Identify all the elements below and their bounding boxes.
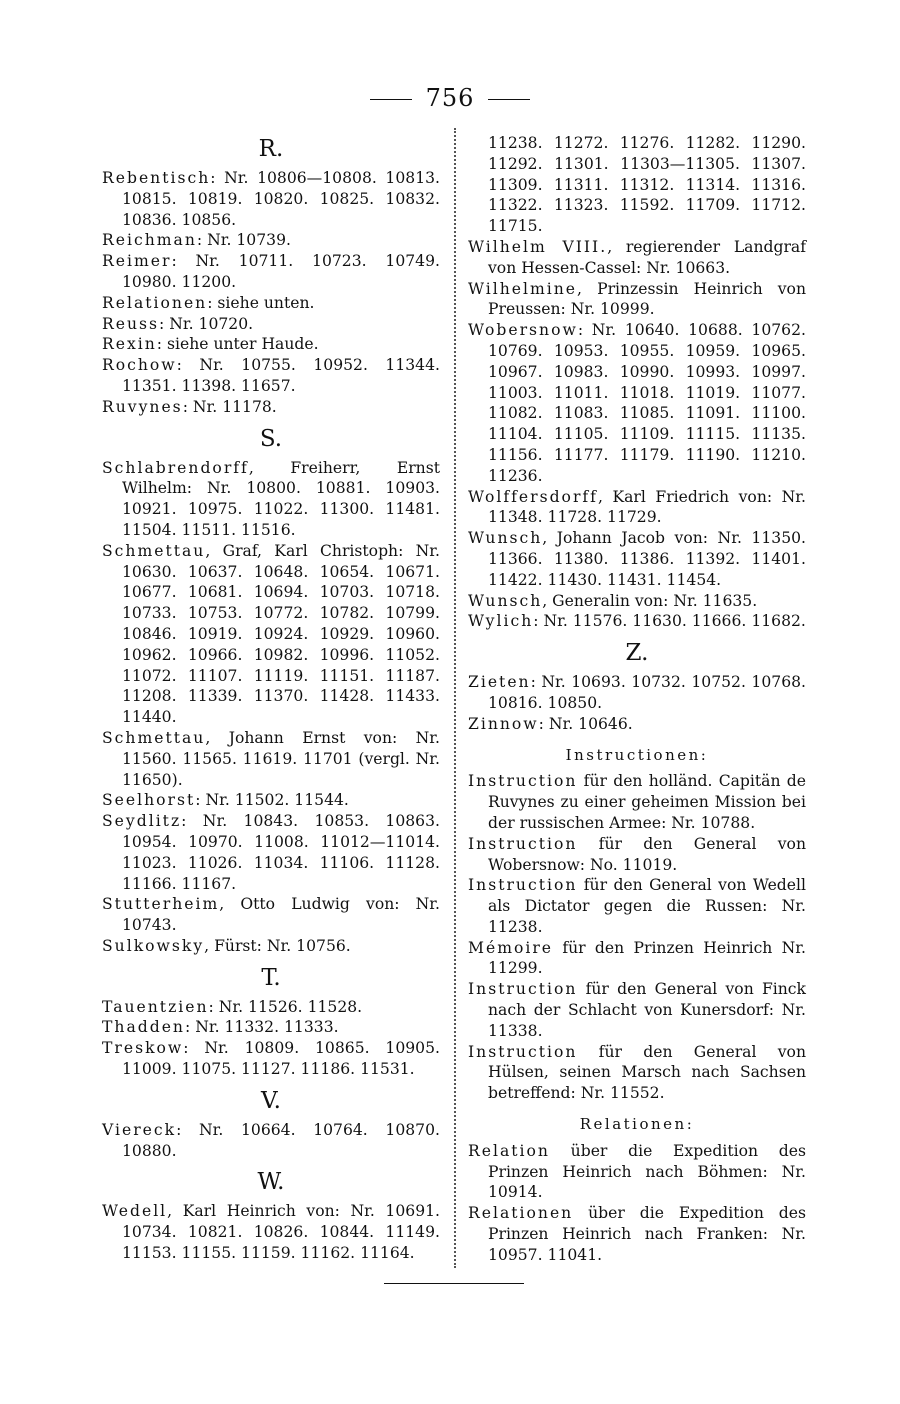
index-entry: [102, 790, 440, 811]
entry-references: : Nr. 11526. 11528.: [208, 997, 363, 1016]
letter-heading-z: Z.: [625, 640, 649, 667]
entry-name: Viereck: [102, 1120, 177, 1139]
entry-references: für den General von Hülsen, seinen Marsch nach Sachsen betreffend: Nr. 11552.: [488, 1042, 806, 1103]
left-column: [102, 128, 440, 1264]
relationen-list: [468, 1141, 806, 1266]
letter-heading: V.: [261, 1087, 281, 1114]
entry-name: Instruction: [468, 834, 578, 853]
entry-name: Reichman: [102, 231, 197, 250]
entry-references: , Generalin von: Nr. 11635.: [542, 591, 758, 610]
index-entry: [468, 1141, 806, 1203]
header-rule-left: [370, 99, 412, 100]
entry-name: Schlabrendorff: [102, 458, 249, 477]
entry-name: Stutterheim: [102, 895, 220, 914]
index-entry: [102, 1038, 440, 1080]
entry-name: Instruction: [468, 876, 578, 895]
entry-name: Instruction: [468, 980, 578, 999]
entry-references: : Nr. 10664. 10764. 10870. 10880.: [122, 1120, 440, 1160]
right-column: [468, 133, 806, 1266]
index-entry: [102, 1017, 440, 1038]
entry-references: , Karl Friedrich von: Nr. 11348. 11728. 11729.: [488, 487, 806, 527]
index-entry: [102, 997, 440, 1018]
page-number: 756: [425, 84, 475, 112]
entry-name: Reimer: [102, 252, 172, 271]
entry-references: : Nr. 10693. 10732. 10752. 10768. 10816. 10850.: [488, 673, 806, 712]
letter-heading: T.: [261, 964, 281, 991]
entry-references: : Nr. 11332. 11333.: [184, 1018, 339, 1037]
entry-references: über die Expedition des Prinzen Heinrich nach Böhmen: Nr. 10914.: [488, 1141, 806, 1202]
entry-name: Schmettau: [102, 541, 206, 560]
entry-references: : Nr. 11178.: [182, 397, 277, 416]
index-entry: [468, 1042, 806, 1104]
entry-name: Reuss: [102, 314, 160, 333]
index-entry: [468, 771, 806, 833]
entry-references: : Nr. 10646.: [538, 714, 633, 733]
page-header: [0, 84, 900, 118]
index-entry: [102, 541, 440, 728]
letter-heading: R.: [258, 136, 284, 162]
entry-references: für den General von Wedell als Dictator gegen die Russen: Nr. 11238.: [488, 876, 806, 936]
entry-references: für den General von Wobersnow: No. 11019.: [488, 834, 806, 874]
index-entry: [102, 728, 440, 790]
entry-name: Relationen: [102, 293, 208, 312]
entry-name: Rochow: [102, 356, 177, 375]
entry-references: , Fürst: Nr. 10756.: [204, 936, 351, 955]
entry-name: Wunsch: [468, 591, 543, 610]
index-entry: [102, 1201, 440, 1263]
entry-references: , Johann Jacob von: Nr. 11350. 11366. 11380. 11386. 11392. 11401. 11422. 11430. 11431. 11454.: [488, 529, 806, 589]
entry-name: Wunsch: [468, 529, 543, 548]
index-entry: [468, 591, 806, 612]
entry-references: , Prinzessin Heinrich von Preussen: Nr. 10999.: [488, 279, 806, 319]
index-entry: [102, 458, 440, 541]
index-entry: [468, 1203, 806, 1265]
entry-references: : Nr. 10755. 10952. 11344. 11351. 11398. 11657.: [122, 356, 440, 395]
entry-name: Instruction: [468, 772, 578, 791]
index-entry: [468, 320, 806, 486]
index-entry: [102, 314, 440, 335]
entry-references: für den Prinzen Heinrich Nr. 11299.: [488, 938, 806, 978]
entry-references: : siehe unten.: [207, 293, 315, 312]
entry-name: Wobersnow: [468, 321, 578, 340]
index-entry: [468, 834, 806, 876]
entry-name: Zinnow: [468, 714, 539, 733]
entry-name: Relationen: [468, 1204, 574, 1223]
index-entry: [102, 251, 440, 293]
index-entry: [468, 938, 806, 980]
entry-references: , Karl Heinrich von: Nr. 10691. 10734. 10821. 10826. 10844. 11149. 11153. 11155. 11159. 11162. 11164.: [122, 1202, 440, 1263]
letter-heading: S.: [259, 425, 283, 452]
entry-name: Rebentisch: [102, 169, 211, 187]
index-entry: [102, 168, 440, 230]
entry-name: Seelhorst: [102, 791, 196, 810]
entry-references: : Nr. 10843. 10853. 10863. 10954. 10970. 11008. 11012—11014. 11023. 11026. 11034. 11106. 11128. 11166. 11167.: [122, 812, 440, 893]
entry-references: : Nr. 10739.: [196, 231, 291, 250]
entry-name: Rexin: [102, 335, 157, 354]
entry-references: , Johann Ernst von: Nr. 11560. 11565. 11619. 11701 (vergl. Nr. 11650).: [122, 728, 440, 789]
entry-references: für den holländ. Capitän de Ruvynes zu einer geheimen Mission bei der russischen Armee: Nr. 10788.: [488, 772, 806, 832]
header-rule-right: [488, 99, 530, 100]
z-entries-list: [468, 672, 806, 734]
instructionen-heading: Instructionen:: [565, 745, 709, 764]
index-entry: [468, 237, 806, 279]
index-entry: [468, 875, 806, 937]
entry-references: : Nr. 11576. 11630. 11666. 11682.: [533, 612, 806, 631]
entry-name: Wilhelmine: [468, 279, 578, 298]
entry-references: für den General von Finck nach der Schlacht von Kunersdorf: Nr. 11338.: [488, 980, 806, 1040]
entry-name: Wolffersdorff: [468, 487, 598, 506]
entry-name: Wilhelm VIII.: [468, 237, 608, 256]
entry-name: Tauentzien: [102, 997, 209, 1016]
entry-references: : Nr. 10806—10808. 10813. 10815. 10819. 10820. 10825. 10832. 10836. 10856.: [122, 169, 440, 229]
entry-name: Treskow: [102, 1039, 184, 1058]
entry-name: Ruvynes: [102, 397, 183, 416]
index-entry: [102, 811, 440, 894]
index-entry: [468, 528, 806, 590]
column-divider: [454, 128, 456, 1268]
index-entry: [468, 487, 806, 529]
entry-name: Mémoire: [468, 938, 554, 957]
entry-references: , Graf, Karl Christoph: Nr. 10630. 10637. 10648. 10654. 10671. 10677. 10681. 10694. 10703. 10718. 10733. 10753. 10772. 10782. 10799. 10846. 10919. 10924. 10929. 10960. 10962. 10966. 10982. 10996. 11052. 11072. 11107. 11119. 11151. 11187. 11208. 11339. 11370. 11428. 11433. 11440.: [122, 541, 440, 727]
instructionen-list: [468, 771, 806, 1104]
entry-name: Seydlitz: [102, 812, 182, 831]
index-entry: [468, 672, 806, 714]
index-entry: [468, 611, 806, 632]
entry-name: Wedell: [102, 1202, 168, 1221]
index-entry: [102, 936, 440, 957]
entry-name: Instruction: [468, 1042, 578, 1061]
index-entry: [102, 894, 440, 936]
index-entry: [468, 714, 806, 735]
entry-references: : siehe unter Haude.: [156, 335, 319, 354]
wedell-continuation: 11238. 11272. 11276. 11282. 11290. 11292. 11301. 11303—11305. 11307. 11309. 11311. 11312. 11314. 11316. 11322. 11323. 11592. 11709. 11712. 11715.: [488, 134, 806, 236]
entry-name: Sulkowsky: [102, 936, 205, 955]
index-entry: [102, 397, 440, 418]
entry-references: , regierender Landgraf von Hessen-Cassel: Nr. 10663.: [488, 237, 807, 277]
index-entry: [468, 279, 806, 321]
index-entry: [102, 1120, 440, 1162]
w-entries-list: [468, 237, 806, 632]
entry-name: Thadden: [102, 1018, 185, 1037]
entry-references: : Nr. 10720.: [159, 314, 254, 333]
letter-heading: W.: [257, 1169, 285, 1196]
entry-name: Wylich: [468, 612, 534, 631]
entry-references: über die Expedition des Prinzen Heinrich nach Franken: Nr. 10957. 11041.: [488, 1204, 806, 1264]
entry-references: : Nr. 10711. 10723. 10749. 10980. 11200.: [122, 252, 440, 291]
entry-references: : Nr. 11502. 11544.: [195, 791, 349, 810]
index-entry: [102, 355, 440, 397]
entry-references: : Nr. 10640. 10688. 10762. 10769. 10953. 10955. 10959. 10965. 10967. 10983. 10990. 10993. 10997. 11003. 11011. 11018. 11019. 11077. 11082. 11083. 11085. 11091. 11100. 11104. 11105. 11109. 11115. 11135. 11156. 11177. 11179. 11190. 11210. 11236.: [488, 321, 806, 485]
index-entry: [468, 979, 806, 1041]
index-entry: [102, 293, 440, 314]
index-entry: [102, 230, 440, 251]
entry-name: Zieten: [468, 673, 531, 692]
footer-rule: [384, 1283, 524, 1284]
relationen-heading: Relationen:: [579, 1115, 695, 1134]
index-entry: [102, 334, 440, 355]
entry-references: , Freiherr, Ernst Wilhelm: Nr. 10800. 10881. 10903. 10921. 10975. 11022. 11300. 11481. 11504. 11511. 11516.: [122, 458, 440, 539]
entry-name: Schmettau: [102, 728, 206, 747]
entry-name: Relation: [468, 1141, 550, 1160]
entry-references: : Nr. 10809. 10865. 10905. 11009. 11075. 11127. 11186. 11531.: [122, 1039, 440, 1079]
entry-references: , Otto Ludwig von: Nr. 10743.: [122, 895, 440, 935]
